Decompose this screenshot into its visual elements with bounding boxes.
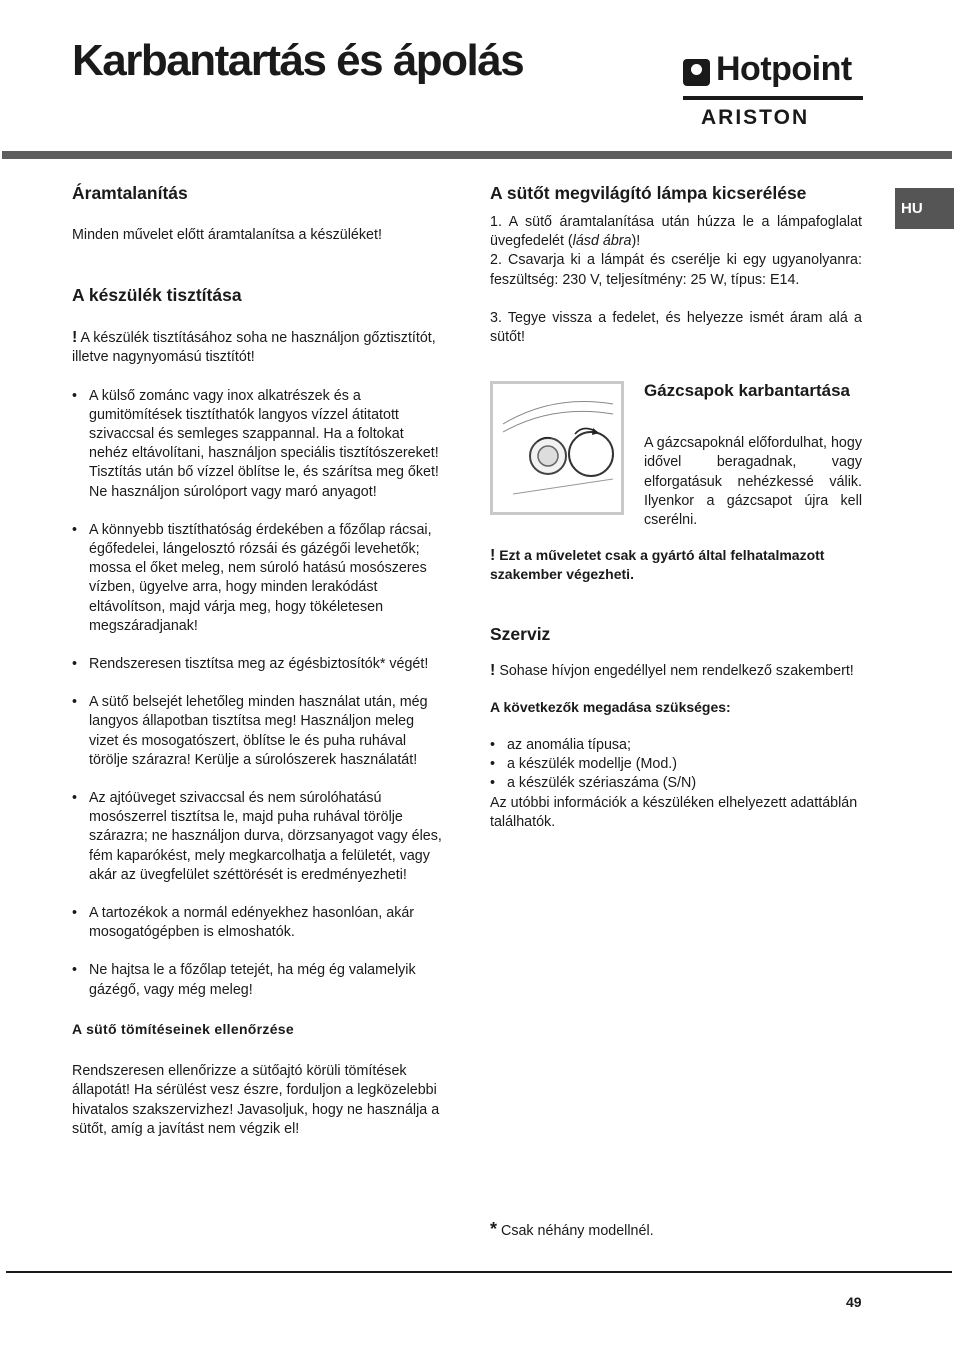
footer-divider	[6, 1271, 952, 1273]
brand-name: Hotpoint	[716, 50, 852, 88]
gas-tap-figure	[490, 381, 624, 515]
service-needed-label: A következők megadása szükséges:	[490, 698, 731, 715]
seals-text: Rendszeresen ellenőrizze a sütőajtó körüli tömítések állapotát! Ha sérülést vesz észre, forduljon a legközelebbi hivatalos szakszervizhez! Javasoljuk, hogy ne használja a sütőt, amíg a javítást nem végzik el!	[72, 1063, 440, 1137]
list-item: • Ne hajtsa le a főzőlap tetejét, ha még ég valamelyik gázégő, vagy még meleg!	[72, 961, 442, 999]
list-item: • A sütő belsejét lehetőleg minden használat után, még langyos állapotban tisztítsa meg! Használjon meleg vizet és mosogatószert, öblítse le és puha ruhával törölje szárazra! Kerülje a súrolószerek használatát!	[72, 693, 442, 770]
list-item: • A könnyebb tisztíthatóság érdekében a főzőlap rácsai, égőfedelei, lángelosztó rózsái és gázégői levehetők; mossa el őket meleg, nem súroló hatású mosószeres vízben, ügyelve arra, hogy minden lerakódást eltávolítson, majd várja meg, hogy tökéletesen megszáradjanak!	[72, 521, 442, 636]
brand-logo	[683, 50, 863, 130]
section-title-cleaning: A készülék tisztítása	[72, 285, 242, 306]
lamp-step-2: 2. Csavarja ki a lámpát és cserélje ki egy ugyanolyanra: feszültség: 230 V, teljesítmény: 25 W, típus: E14.	[490, 252, 862, 288]
section-title-disconnect: Áramtalanítás	[72, 183, 188, 203]
gas-tap-illustration-icon	[493, 384, 621, 512]
list-item: • a készülék modellje (Mod.)	[490, 755, 862, 774]
header-divider	[2, 151, 952, 159]
cleaning-warning	[72, 328, 442, 367]
section-title-seals: A sütő tömítéseinek ellenőrzése	[72, 1020, 294, 1037]
list-item: • az anomália típusa;	[490, 736, 862, 755]
section-title-gas-taps: Gázcsapok karbantartása	[644, 381, 850, 401]
cleaning-list	[72, 387, 442, 1000]
page-title: Karbantartás és ápolás	[72, 36, 524, 85]
warning-icon: !	[72, 329, 78, 347]
lamp-step-3: 3. Tegye vissza a fedelet, és helyezze ismét áram alá a sütőt!	[490, 309, 862, 346]
section-title-service: Szerviz	[490, 623, 551, 644]
page-number: 49	[846, 1294, 862, 1310]
list-item: • Az ajtóüveget szivaccsal és nem súrolóhatású mosószerrel tisztítsa le, majd puha ruhával törölje szárazra; ne használjon durva, dörzsanyagot vagy éles, fém kaparókést, mely megkarcolhatja a felületét, vagy akár az üvegfelület széttörését is eredményezheti!	[72, 789, 442, 885]
brand-subname: ARISTON	[701, 106, 810, 129]
disconnect-text: Minden művelet előtt áramtalanítsa a készüléket!	[72, 227, 382, 243]
asterisk-icon: *	[490, 1219, 498, 1239]
brand-rule	[683, 96, 863, 100]
service-list	[490, 736, 862, 794]
lamp-step-1: 1. A sütő áramtalanítása után húzza le a lámpafoglalat üvegfedelét (lásd ábra)!	[490, 214, 862, 250]
cleaning-warning-text: A készülék tisztításához soha ne használjon gőztisztítót, illetve nagynyomású tisztítót!	[72, 330, 436, 366]
service-warning: ! Sohase hívjon engedéllyel nem rendelkező szakembert!	[490, 661, 854, 679]
list-item: • A külső zománc vagy inox alkatrészek és a gumitömítések tisztíthatók langyos vízzel átitatott szivaccsal és semleges szappannal. Ha a foltokat nehéz eltávolítani, használjon speciális tisztítószereket! Tisztítás után bő vízzel öblítse le, és szárítsa meg őket! Ne használjon súrolóport vagy maró anyagot!	[72, 387, 442, 502]
brand-mark-icon	[683, 59, 710, 86]
list-item: • A tartozékok a normál edényekhez hasonlóan, akár mosogatógépben is elmoshatók.	[72, 904, 442, 942]
gas-warning: ! Ezt a műveletet csak a gyártó által felhatalmazott szakember végezheti.	[490, 547, 825, 583]
list-item: • a készülék szériaszáma (S/N)	[490, 774, 862, 793]
right-column	[490, 180, 862, 832]
list-item: • Rendszeresen tisztítsa meg az égésbiztosítók* végét!	[72, 655, 442, 674]
warning-icon: !	[490, 661, 496, 679]
warning-icon: !	[490, 547, 496, 565]
gas-taps-text: A gázcsapoknál előfordulhat, hogy idővel beragadnak, vagy elforgatásuk nehézkessé válik. Ilyenkor a gázcsapot újra kell cserélni.	[644, 435, 862, 529]
language-tab: HU	[895, 188, 954, 229]
footnote: * Csak néhány modellnél.	[490, 1219, 654, 1239]
gas-tap-block	[490, 381, 862, 530]
left-column	[72, 180, 442, 1139]
section-title-lamp: A sütőt megvilágító lámpa kicserélése	[490, 183, 807, 203]
service-note: Az utóbbi információk a készüléken elhelyezett adattáblán találhatók.	[490, 794, 858, 830]
